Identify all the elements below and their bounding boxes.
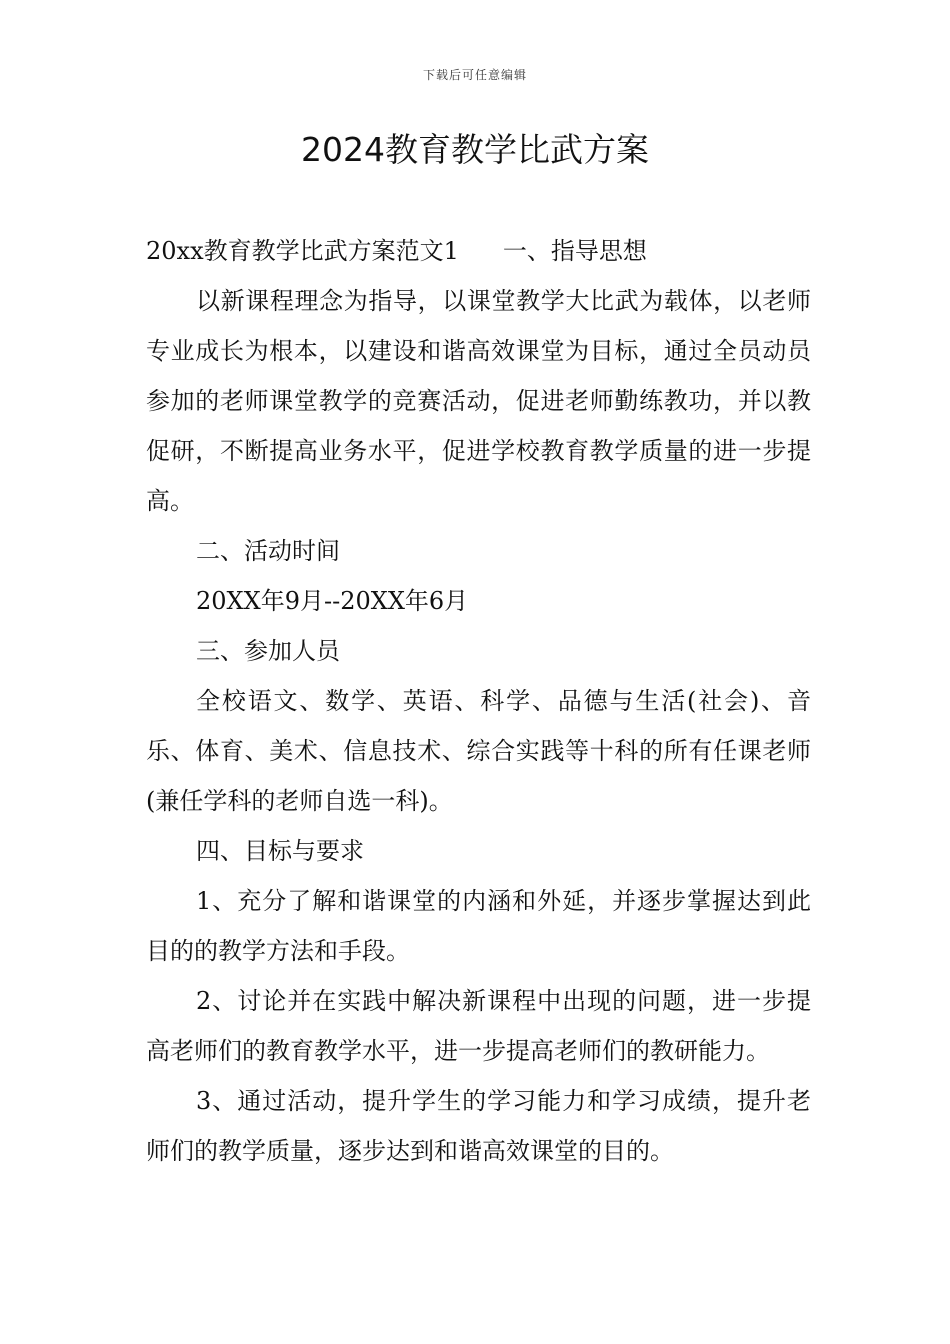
paragraph-goal-1: 1、充分了解和谐课堂的内涵和外延，并逐步掌握达到此目的的教学方法和手段。: [146, 887, 811, 965]
section-heading-participants: 三、参加人员: [196, 637, 340, 665]
document-title: 2024教育教学比武方案: [301, 130, 649, 169]
paragraph-activity-time: 20XX年9月--20XX年6月: [196, 587, 469, 615]
section-heading-goals: 四、目标与要求: [196, 837, 364, 865]
paragraph-participants: 全校语文、数学、英语、科学、品德与生活(社会)、音乐、体育、美术、信息技术、综合实践等十科的所有任课老师(兼任学科的老师自选一科)。: [146, 687, 811, 815]
section-heading-guiding-thought: 一、指导思想: [502, 237, 647, 265]
intro-line: [146, 226, 811, 276]
intro-label: 20xx教育教学比武方案范文1: [146, 237, 459, 265]
paragraph-goal-2: 2、讨论并在实践中解决新课程中出现的问题，进一步提高老师们的教育教学水平，进一步提高老师们的教研能力。: [146, 987, 811, 1065]
section-heading-activity-time: 二、活动时间: [196, 537, 340, 565]
document-body: [146, 226, 811, 1176]
paragraph-goal-3: 3、通过活动，提升学生的学习能力和学习成绩，提升老师们的教学质量，逐步达到和谐高效课堂的目的。: [146, 1087, 811, 1165]
paragraph-guiding-thought: 以新课程理念为指导，以课堂教学大比武为载体，以老师专业成长为根本，以建设和谐高效课堂为目标，通过全员动员参加的老师课堂教学的竞赛活动，促进老师勤练教功，并以教促研，不断提高业务水平，促进学校教育教学质量的进一步提高。: [146, 287, 811, 515]
header-note: 下载后可任意编辑: [422, 68, 527, 82]
